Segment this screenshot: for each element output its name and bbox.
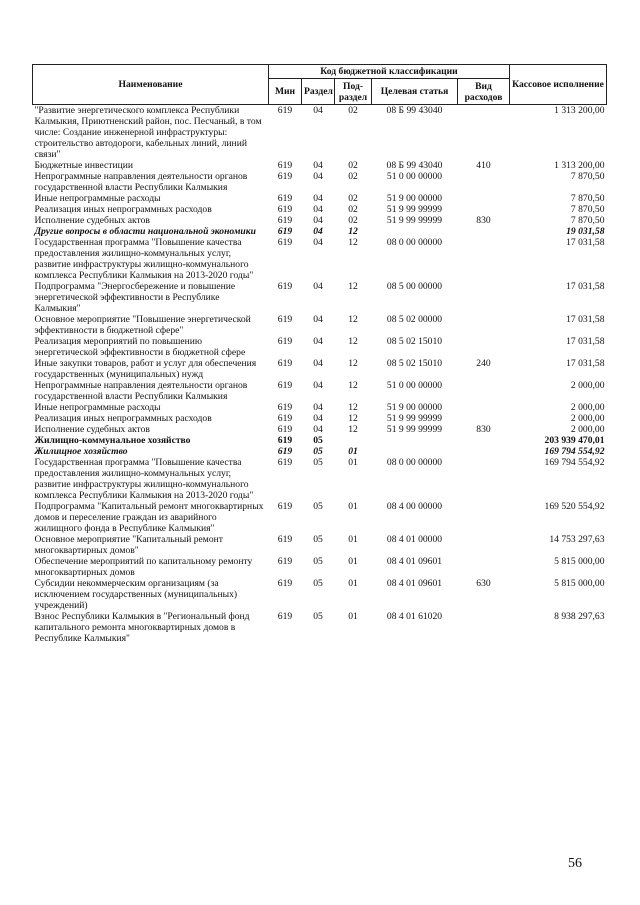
table-row [33, 457, 607, 501]
row-target: 51 0 00 00000 [386, 171, 443, 182]
row-target: 08 4 01 00000 [386, 534, 443, 545]
row-vid: 630 [476, 578, 491, 589]
table-row [33, 193, 607, 204]
row-razdel: 04 [313, 358, 323, 369]
row-name: Другие вопросы в области национальной экономики [34, 226, 256, 237]
row-target: 51 9 00 00000 [386, 402, 443, 413]
row-vid [458, 446, 510, 457]
row-name: Иные закупки товаров, работ и услуг для обеспечения государственных (муниципальных) нужд [34, 358, 257, 380]
header-vid: Вид расходов [458, 79, 510, 105]
row-min: 619 [277, 578, 293, 589]
row-min: 619 [277, 402, 293, 413]
row-target: 08 4 01 61020 [386, 611, 443, 622]
row-name: Основное мероприятие "Капитальный ремонт многоквартирных домов" [34, 534, 224, 556]
row-vid [458, 171, 510, 193]
row-amount: 7 870,50 [570, 193, 605, 204]
table-row [33, 237, 607, 281]
table-header [33, 65, 607, 105]
row-min: 619 [277, 215, 293, 226]
table-row [33, 215, 607, 226]
row-amount: 2 000,00 [570, 424, 605, 435]
row-razdel: 04 [313, 237, 323, 248]
row-podrazdel: 12 [348, 358, 358, 369]
row-vid [458, 611, 510, 644]
row-min: 619 [277, 105, 293, 116]
row-vid [458, 237, 510, 281]
header-podrazdel: Под-раздел [335, 79, 372, 105]
row-name: Подпрограмма "Капитальный ремонт многоквартирных домов и переселение граждан из аварийного жилищного фонда в Республике Калмыкия" [34, 501, 264, 534]
row-name: Государственная программа "Повышение качества предоставления жилищно-коммунальных услуг, развитие инфраструктуры жилищно-коммунального комплекса Республики Калмыкия на 2013-2020 годы" [34, 237, 254, 281]
row-min: 619 [277, 358, 293, 369]
table-body [33, 105, 607, 645]
row-razdel: 05 [313, 556, 323, 567]
row-amount: 17 031,58 [566, 281, 605, 292]
row-amount: 17 031,58 [566, 237, 605, 248]
table-row [33, 314, 607, 336]
table-row [33, 424, 607, 435]
header-amount: Кассовое исполнение [510, 65, 607, 105]
row-razdel: 04 [313, 226, 323, 237]
row-razdel: 04 [313, 204, 323, 215]
row-target: 51 0 00 00000 [386, 380, 443, 391]
page-number: 56 [568, 856, 582, 871]
row-vid: 410 [476, 160, 491, 171]
row-vid [458, 413, 510, 424]
table-row [33, 501, 607, 534]
row-podrazdel: 02 [348, 105, 358, 116]
row-podrazdel: 01 [348, 534, 358, 545]
row-podrazdel: 02 [348, 171, 358, 182]
row-name: Непрограммные направления деятельности органов государственной власти Республики Калмыкия [34, 380, 248, 402]
row-amount: 7 870,50 [570, 204, 605, 215]
row-podrazdel: 02 [348, 193, 358, 204]
row-vid [458, 314, 510, 336]
row-target [372, 435, 458, 446]
row-min: 619 [277, 435, 293, 446]
row-podrazdel: 02 [348, 160, 358, 171]
row-target: 51 9 99 99999 [386, 424, 443, 435]
row-vid [458, 105, 510, 161]
table-row [33, 413, 607, 424]
row-min: 619 [277, 556, 293, 567]
row-vid [458, 534, 510, 556]
row-min: 619 [277, 446, 293, 457]
row-podrazdel: 12 [348, 226, 358, 237]
row-razdel: 05 [313, 501, 323, 512]
row-podrazdel: 02 [348, 204, 358, 215]
row-amount: 5 815 000,00 [554, 556, 605, 567]
row-razdel: 05 [313, 578, 323, 589]
table-row [33, 611, 607, 644]
row-name: Иные непрограммные расходы [34, 402, 161, 413]
row-amount: 203 939 470,01 [544, 435, 605, 446]
row-razdel: 04 [313, 314, 323, 325]
row-target [372, 446, 458, 457]
row-vid: 240 [476, 358, 491, 369]
row-razdel: 04 [313, 215, 323, 226]
row-name: Исполнение судебных актов [34, 424, 150, 435]
row-vid: 830 [476, 215, 491, 226]
row-razdel: 04 [313, 402, 323, 413]
row-min: 619 [277, 457, 293, 468]
row-name: Взнос Республики Калмыкия в "Региональный фонд капитального ремонта многоквартирных домов в Республике Калмыкия" [34, 611, 250, 644]
table-row [33, 160, 607, 171]
table-row [33, 534, 607, 556]
row-razdel: 04 [313, 160, 323, 171]
row-min: 619 [277, 380, 293, 391]
row-name: Иные непрограммные расходы [34, 193, 161, 204]
row-min: 619 [277, 171, 293, 182]
row-amount: 8 938 297,63 [554, 611, 605, 622]
table-row [33, 380, 607, 402]
row-razdel: 04 [313, 193, 323, 204]
row-amount: 7 870,50 [570, 215, 605, 226]
row-podrazdel: 12 [348, 380, 358, 391]
row-razdel: 05 [313, 534, 323, 545]
row-amount: 2 000,00 [570, 413, 605, 424]
row-podrazdel: 12 [348, 413, 358, 424]
row-razdel: 04 [313, 413, 323, 424]
row-vid [458, 501, 510, 534]
row-target: 08 5 00 00000 [386, 281, 443, 292]
row-vid [458, 435, 510, 446]
row-target: 08 0 00 00000 [386, 237, 443, 248]
row-target: 08 4 01 09601 [386, 578, 443, 589]
row-amount: 169 520 554,92 [544, 501, 605, 512]
row-target: 08 4 01 09601 [386, 556, 443, 567]
row-podrazdel: 12 [348, 281, 358, 292]
row-vid [458, 204, 510, 215]
row-name: Основное мероприятие "Повышение энергетической эффективности в бюджетной сфере" [34, 314, 251, 336]
row-podrazdel: 01 [348, 446, 358, 457]
row-podrazdel: 01 [348, 556, 358, 567]
row-vid [458, 193, 510, 204]
row-target: 51 9 99 99999 [386, 413, 443, 424]
row-amount: 14 753 297,63 [549, 534, 605, 545]
row-min: 619 [277, 237, 293, 248]
row-razdel: 04 [313, 336, 323, 347]
row-podrazdel: 12 [348, 424, 358, 435]
row-name: Подпрограмма "Энергосбережение и повышение энергетической эффективности в Республике Калмыкия" [34, 281, 236, 314]
table-row [33, 105, 607, 161]
row-name: Реализация иных непрограммных расходов [34, 413, 212, 424]
row-podrazdel [335, 435, 372, 446]
row-target: 08 5 02 15010 [386, 336, 443, 347]
row-min: 619 [277, 611, 293, 622]
budget-table [32, 64, 607, 644]
row-target [372, 226, 458, 237]
row-name: Реализация мероприятий по повышению энергетической эффективности в бюджетной сфере [34, 336, 246, 358]
table-row [33, 204, 607, 215]
row-min: 619 [277, 314, 293, 325]
row-amount: 17 031,58 [566, 358, 605, 369]
row-name: Жилищное хозяйство [34, 446, 128, 457]
row-target: 08 4 00 00000 [386, 501, 443, 512]
row-vid [458, 336, 510, 358]
table-row [33, 556, 607, 578]
row-amount: 19 031,58 [566, 226, 605, 237]
row-razdel: 05 [313, 457, 323, 468]
row-podrazdel: 12 [348, 402, 358, 413]
row-vid [458, 556, 510, 578]
row-podrazdel: 12 [348, 237, 358, 248]
row-name: Реализация иных непрограммных расходов [34, 204, 212, 215]
row-razdel: 05 [313, 435, 323, 446]
table-row [33, 226, 607, 237]
table-row [33, 281, 607, 314]
row-min: 619 [277, 226, 293, 237]
row-vid [458, 402, 510, 413]
row-target: 51 9 00 00000 [386, 193, 443, 204]
row-min: 619 [277, 193, 293, 204]
row-amount: 1 313 200,00 [554, 160, 605, 171]
row-podrazdel: 01 [348, 611, 358, 622]
row-target: 08 0 00 00000 [386, 457, 443, 468]
row-amount: 169 794 554,92 [544, 446, 605, 457]
row-target: 08 Б 99 43040 [386, 160, 443, 171]
table-row [33, 435, 607, 446]
row-target: 08 5 02 00000 [386, 314, 443, 325]
row-name: Исполнение судебных актов [34, 215, 150, 226]
row-podrazdel: 01 [348, 578, 358, 589]
row-razdel: 05 [313, 611, 323, 622]
row-podrazdel: 12 [348, 314, 358, 325]
table-row [33, 358, 607, 380]
row-amount: 5 815 000,00 [554, 578, 605, 589]
row-podrazdel: 01 [348, 457, 358, 468]
row-vid: 830 [476, 424, 491, 435]
table-row [33, 402, 607, 413]
row-razdel: 04 [313, 171, 323, 182]
row-razdel: 04 [313, 281, 323, 292]
row-name: Обеспечение мероприятий по капитальному ремонту многоквартирных домов [34, 556, 253, 578]
row-podrazdel: 12 [348, 336, 358, 347]
row-amount: 7 870,50 [570, 171, 605, 182]
row-vid [458, 281, 510, 314]
row-min: 619 [277, 160, 293, 171]
row-name: Непрограммные направления деятельности органов государственной власти Республики Калмыкия [34, 171, 248, 193]
row-vid [458, 380, 510, 402]
table-row [33, 446, 607, 457]
row-target: 08 5 02 15010 [386, 358, 443, 369]
row-razdel: 04 [313, 105, 323, 116]
row-razdel: 04 [313, 424, 323, 435]
row-name: Государственная программа "Повышение качества предоставления жилищно-коммунальных услуг, развитие инфраструктуры жилищно-коммунального комплекса Республики Калмыкия на 2013-2020 годы" [34, 457, 254, 501]
table-row [33, 171, 607, 193]
row-name: "Развитие энергетического комплекса Республики Калмыкия, Приютненский район, пос. Песчаный, в том числе: Создание инженерной инфраструктуры: строительство автодороги, кабельных линий, линий связи" [34, 105, 262, 160]
row-amount: 169 794 554,92 [544, 457, 605, 468]
row-name: Жилищно-коммунальное хозяйство [34, 435, 191, 446]
row-razdel: 04 [313, 380, 323, 391]
row-podrazdel: 01 [348, 501, 358, 512]
table-row [33, 336, 607, 358]
header-code-group: Код бюджетной классификации [269, 65, 510, 79]
row-vid [458, 457, 510, 501]
row-razdel: 05 [313, 446, 323, 457]
table-row [33, 578, 607, 611]
row-min: 619 [277, 424, 293, 435]
header-target: Целевая статья [372, 79, 458, 105]
row-name: Бюджетные инвестиции [34, 160, 133, 171]
row-podrazdel: 02 [348, 215, 358, 226]
row-min: 619 [277, 534, 293, 545]
row-amount: 2 000,00 [570, 402, 605, 413]
row-target: 51 9 99 99999 [386, 204, 443, 215]
row-min: 619 [277, 336, 293, 347]
row-min: 619 [277, 281, 293, 292]
row-min: 619 [277, 204, 293, 215]
row-amount: 17 031,58 [566, 336, 605, 347]
header-name: Наименование [33, 65, 269, 105]
row-amount: 17 031,58 [566, 314, 605, 325]
row-name: Субсидии некоммерческим организациям (за исключением государственных (муниципальных) учреждений) [34, 578, 238, 611]
row-target: 51 9 99 99999 [386, 215, 443, 226]
row-amount: 1 313 200,00 [554, 105, 605, 116]
header-min: Мин [269, 79, 302, 105]
row-min: 619 [277, 501, 293, 512]
row-vid [458, 226, 510, 237]
row-min: 619 [277, 413, 293, 424]
row-target: 08 Б 99 43040 [386, 105, 443, 116]
row-amount: 2 000,00 [570, 380, 605, 391]
header-razdel: Раздел [302, 79, 335, 105]
